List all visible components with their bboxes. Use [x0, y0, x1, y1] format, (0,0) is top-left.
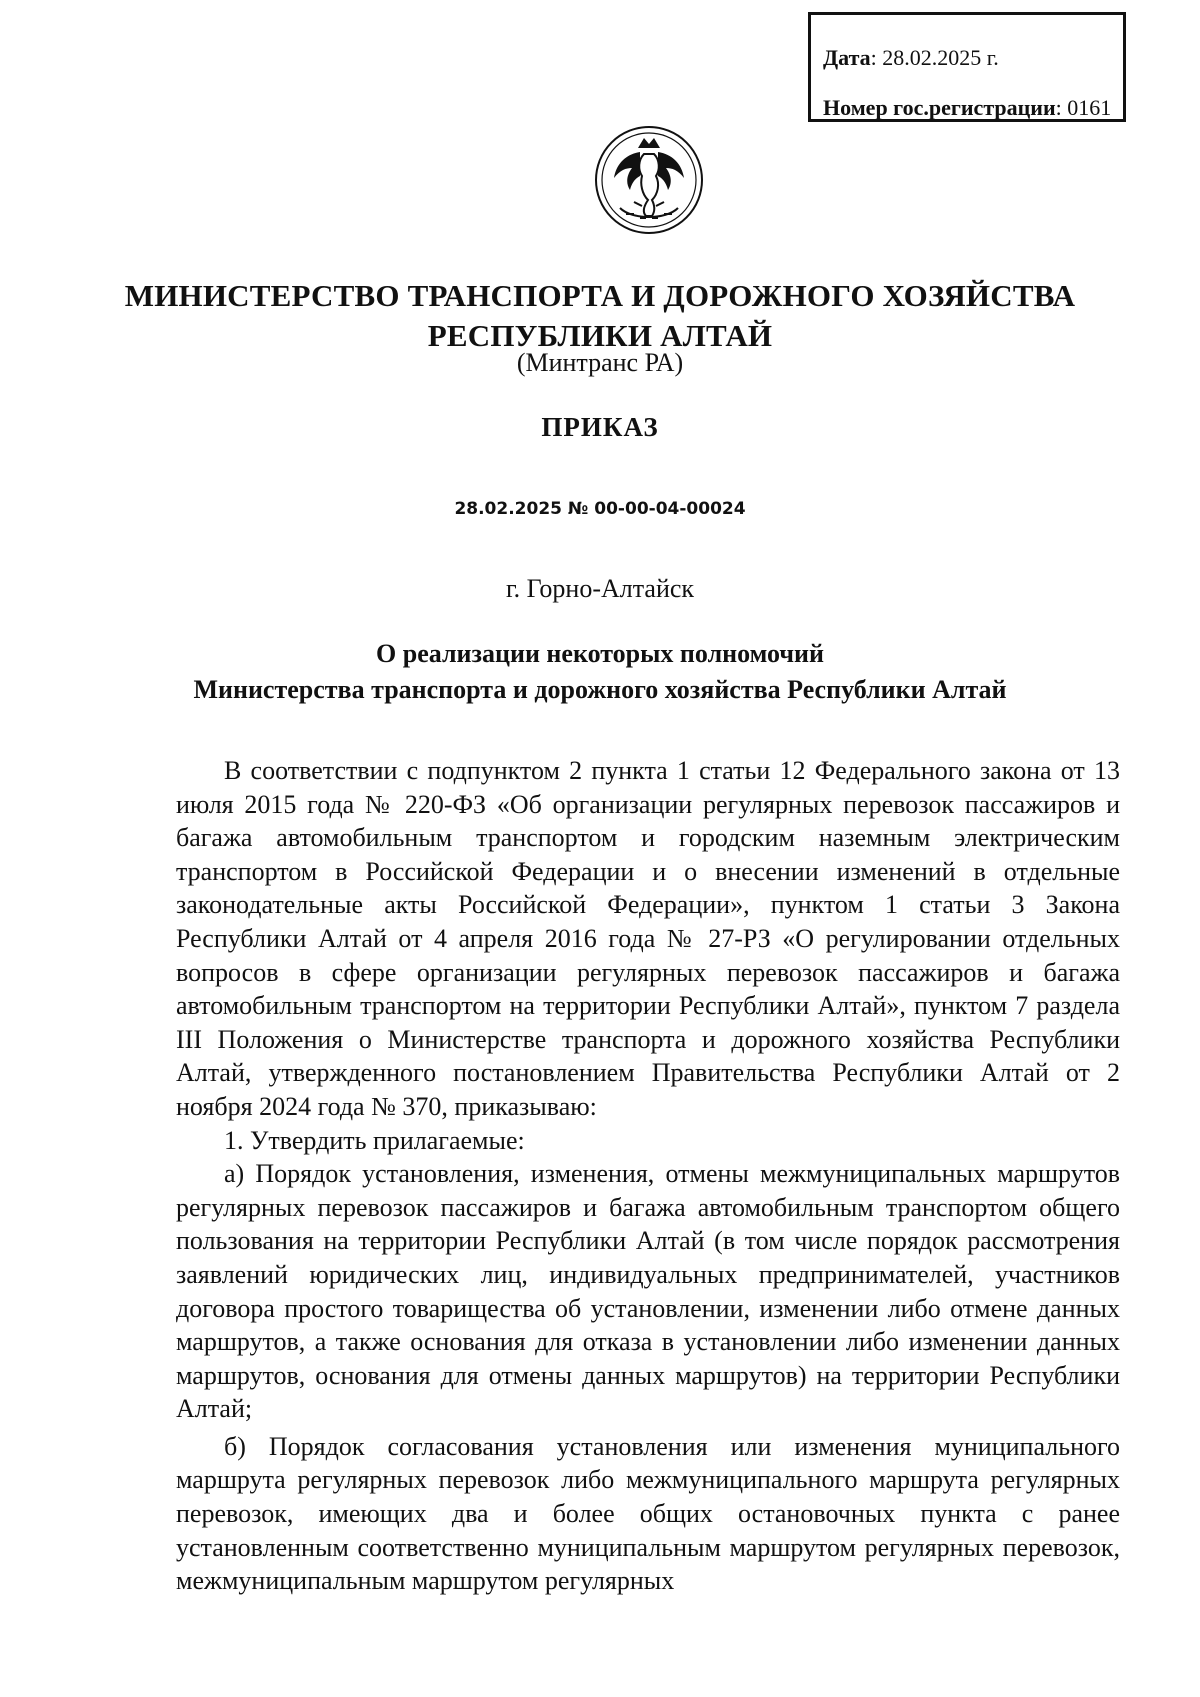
body-item-1: 1. Утвердить прилагаемые: — [224, 1125, 525, 1155]
body-item-1a: а) Порядок установления, изменения, отмены межмуниципальных маршрутов регулярных перевозок пассажиров и багажа автомобильным транспортом общего пользования на территории Республики Алтай (в том числе порядок рассмотрения заявлений юридических лиц, индивидуальных предпринимателей, участников договора простого товарищества об установлении, изменении либо отмене данных маршрутов, а также основания для отказа в установлении либо изменении данных маршрутов, основания для отмены данных маршрутов) на территории Республики Алтай; — [176, 1159, 1120, 1424]
registration-number-value: : 0161 — [1055, 95, 1112, 120]
ministry-name — [0, 276, 1200, 356]
subject-line2: Министерства транспорта и дорожного хозяйства Республики Алтай — [193, 675, 1007, 704]
body-preamble: В соответствии с подпунктом 2 пункта 1 статьи 12 Федерального закона от 13 июля 2015 года № 220-ФЗ «Об организации регулярных перевозок пассажиров и багажа автомобильным транспортом и городским наземным электрическим транспортом в Российской Федерации и о внесении изменений в отдельные законодательные акты Российской Федерации», пунктом 1 статьи 3 Закона Республики Алтай от 4 апреля 2016 года № 27-РЗ «О регулировании отдельных вопросов в сфере организации регулярных перевозок пассажиров и багажа автомобильным транспортом на территории Республики Алтай», пунктом 7 раздела III Положения о Министерстве транспорта и дорожного хозяйства Республики Алтай, утвержденного постановлением Правительства Республики Алтай от 2 ноября 2024 года № 370, приказываю: — [176, 756, 1120, 1121]
ministry-name-line1: МИНИСТЕРСТВО ТРАНСПОРТА И ДОРОЖНОГО ХОЗЯЙСТВА — [124, 278, 1076, 313]
registration-date-label: Дата — [823, 45, 871, 70]
body-item-1b: б) Порядок согласования установления или изменения муниципального маршрута регулярных перевозок либо межмуниципального маршрута регулярных перевозок, имеющих два и более общих остановочных пункта с ранее установленным соответственно муниципальным маршрутом регулярных перевозок, межмуниципальным маршрутом регулярных — [176, 1431, 1120, 1596]
ministry-name-line2: РЕСПУБЛИКИ АЛТАЙ — [427, 318, 773, 353]
subject-line1: О реализации некоторых полномочий — [376, 639, 824, 668]
document-number: 28.02.2025 № 00-00-04-00024 — [454, 499, 746, 519]
coat-of-arms-emblem — [586, 124, 712, 236]
registration-date-value: : 28.02.2025 г. — [870, 45, 999, 70]
registration-date — [823, 33, 1123, 83]
document-subject — [0, 636, 1200, 708]
registration-number-label: Номер гос.регистрации — [823, 95, 1056, 120]
registration-stamp — [808, 12, 1126, 122]
document-body — [176, 754, 1120, 1598]
registration-number — [823, 83, 1123, 133]
document-type: ПРИКАЗ — [541, 412, 659, 442]
document-city: г. Горно-Алтайск — [505, 574, 695, 603]
ministry-short-name: (Минтранс РА) — [516, 348, 684, 377]
